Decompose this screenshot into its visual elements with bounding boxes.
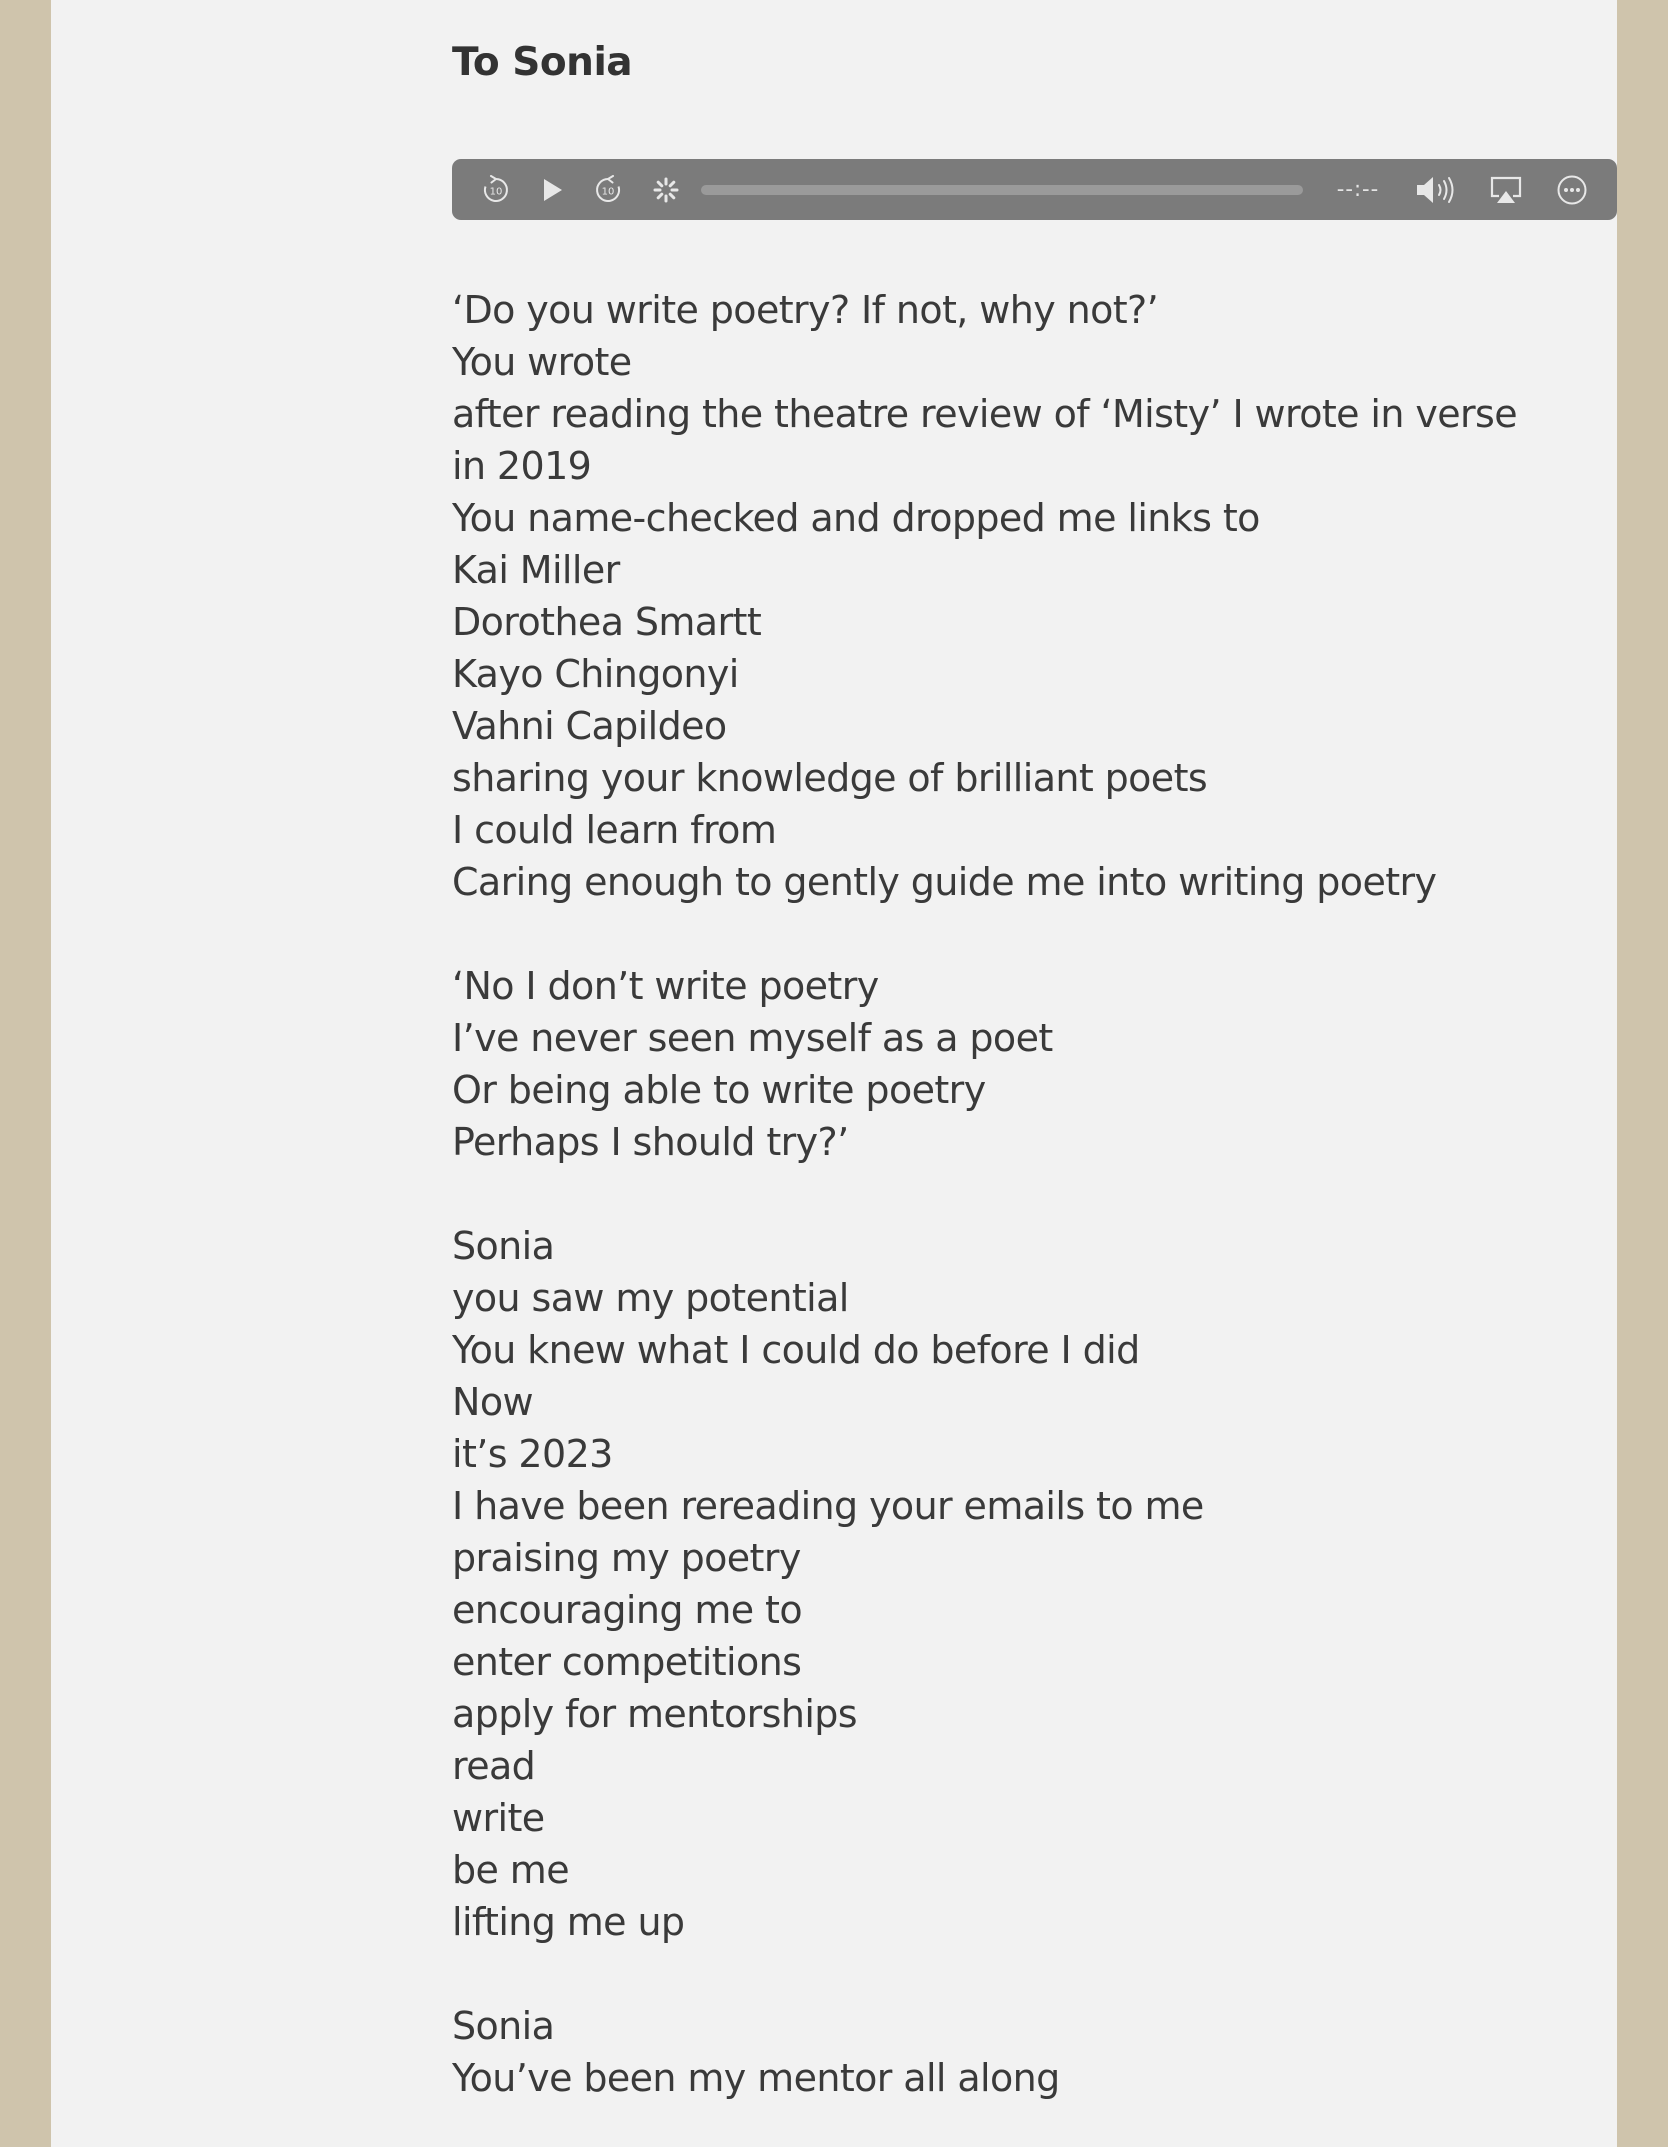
svg-text:10: 10 xyxy=(489,186,503,197)
poem-line: praising my poetry xyxy=(452,1536,801,1580)
poem-line: it’s 2023 xyxy=(452,1432,613,1476)
airplay-button[interactable] xyxy=(1486,159,1526,220)
poem-line: read xyxy=(452,1744,536,1788)
poem-line: apply for mentorships xyxy=(452,1692,857,1736)
poem-line: Kayo Chingonyi xyxy=(452,652,739,696)
loading-indicator xyxy=(648,159,684,220)
poem-line: Perhaps I should try?’ xyxy=(452,1120,849,1164)
poem-line: You wrote xyxy=(452,340,632,384)
poem-line: ‘No I don’t write poetry xyxy=(452,964,879,1008)
poem-line: Now xyxy=(452,1380,533,1424)
poem-line: after reading the theatre review of ‘Misty’ I wrote in verse xyxy=(452,392,1517,436)
forward-10-button[interactable] xyxy=(590,159,626,220)
poem-line: Kai Miller xyxy=(452,548,620,592)
poem-line: you saw my potential xyxy=(452,1276,849,1320)
page-background xyxy=(51,0,1617,2147)
poem-line: I could learn from xyxy=(452,808,777,852)
more-options-button[interactable] xyxy=(1554,159,1590,220)
time-display: --:-- xyxy=(1336,177,1380,201)
poem-line: Sonia xyxy=(452,1224,555,1268)
poem-line: sharing your knowledge of brilliant poets xyxy=(452,756,1208,800)
poem-line: Dorothea Smartt xyxy=(452,600,762,644)
poem-line: ‘Do you write poetry? If not, why not?’ xyxy=(452,288,1159,332)
poem-stanza xyxy=(452,284,1617,908)
poem-line: encouraging me to xyxy=(452,1588,802,1632)
poem-line: enter competitions xyxy=(452,1640,802,1684)
poem-stanza xyxy=(452,2000,1617,2104)
poem-line: Caring enough to gently guide me into writing poetry xyxy=(452,860,1437,904)
poem-stanza xyxy=(452,960,1617,1168)
play-button[interactable] xyxy=(534,159,570,220)
volume-icon xyxy=(1415,175,1461,205)
progress-bar[interactable] xyxy=(701,185,1303,195)
poem-line: I have been rereading your emails to me xyxy=(452,1484,1204,1528)
poem-line: You’ve been my mentor all along xyxy=(452,2056,1060,2100)
poem-line: lifting me up xyxy=(452,1900,685,1944)
audio-player xyxy=(452,159,1617,220)
poem-line: write xyxy=(452,1796,545,1840)
rewind-10-button[interactable] xyxy=(478,159,514,220)
loading-spinner-icon xyxy=(652,176,680,204)
poem-line: Sonia xyxy=(452,2004,555,2048)
poem-line: I’ve never seen myself as a poet xyxy=(452,1016,1053,1060)
poem-line: You name-checked and dropped me links to xyxy=(452,496,1260,540)
poem-body xyxy=(452,284,1617,2104)
poem-line: You knew what I could do before I did xyxy=(452,1328,1140,1372)
rewind-10-icon xyxy=(481,175,511,205)
poem-line: Vahni Capildeo xyxy=(452,704,727,748)
poem-stanza xyxy=(452,1220,1617,1948)
poem-line: be me xyxy=(452,1848,569,1892)
poem-line: Or being able to write poetry xyxy=(452,1068,986,1112)
poem-line: in 2019 xyxy=(452,444,592,488)
forward-10-icon xyxy=(593,175,623,205)
more-options-icon xyxy=(1556,174,1588,206)
play-icon xyxy=(539,177,565,203)
post-title: To Sonia xyxy=(452,40,633,85)
airplay-icon xyxy=(1489,175,1523,205)
volume-button[interactable] xyxy=(1412,159,1464,220)
svg-text:10: 10 xyxy=(601,186,615,197)
